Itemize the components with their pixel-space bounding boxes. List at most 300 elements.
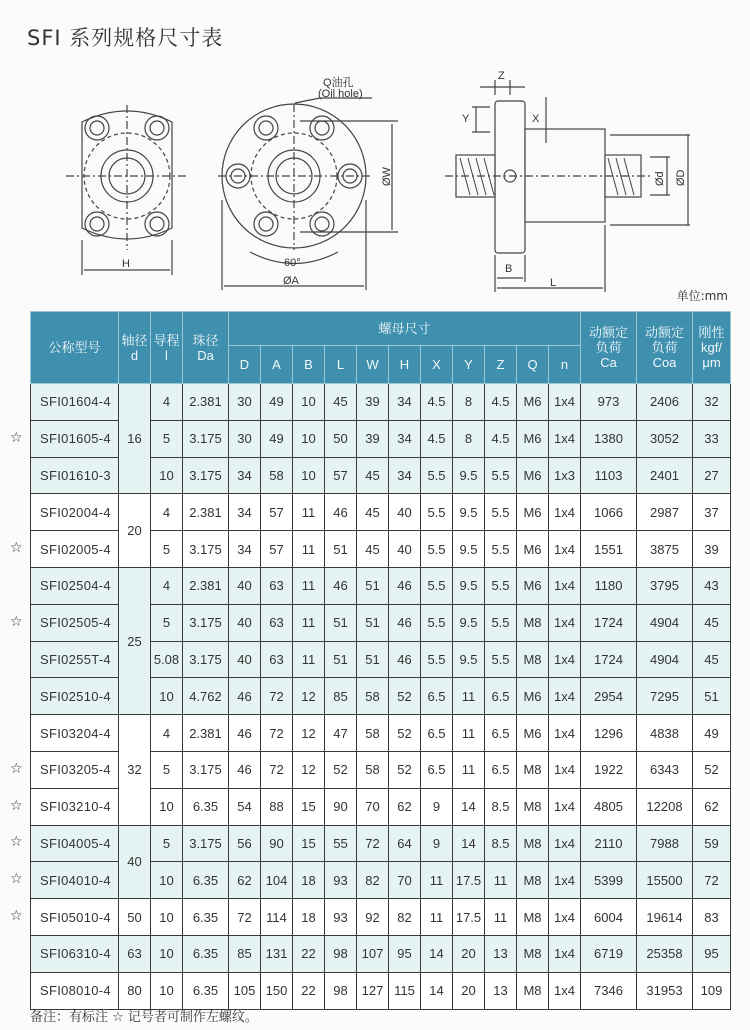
cell-d: 62 <box>229 862 261 899</box>
cell-a: 72 <box>261 751 293 788</box>
unit-label: 单位:mm <box>676 289 728 303</box>
cell-q: M6 <box>517 457 549 494</box>
cell-y: 9.5 <box>453 567 485 604</box>
cell-da: 4.762 <box>183 678 229 715</box>
cell-w: 51 <box>357 641 389 678</box>
cell-b: 11 <box>293 567 325 604</box>
cell-a: 63 <box>261 604 293 641</box>
cell-q: M8 <box>517 935 549 972</box>
cell-y: 11 <box>453 751 485 788</box>
svg-text:ØD: ØD <box>675 169 687 186</box>
cell-x: 11 <box>421 899 453 936</box>
col-shaft-dia: 轴径 d <box>119 312 151 384</box>
cell-z: 5.5 <box>485 567 517 604</box>
star-icon: ☆ <box>10 429 23 446</box>
cell-b: 11 <box>293 531 325 568</box>
cell-l: 5 <box>151 420 183 457</box>
col-w: W <box>357 346 389 384</box>
cell-y: 8 <box>453 384 485 421</box>
cell-ca: 1066 <box>581 494 637 531</box>
svg-text:X: X <box>532 113 540 125</box>
cell-coa: 2401 <box>637 457 693 494</box>
cell-l: 10 <box>151 862 183 899</box>
cell-k: 45 <box>693 641 731 678</box>
cell-a: 90 <box>261 825 293 862</box>
cell-ca: 6004 <box>581 899 637 936</box>
col-n: n <box>549 346 581 384</box>
cell-q: M6 <box>517 678 549 715</box>
cell-coa: 3052 <box>637 420 693 457</box>
cell-da: 2.381 <box>183 567 229 604</box>
cell-ca: 1296 <box>581 715 637 752</box>
cell-d: 34 <box>229 457 261 494</box>
cell-h: 46 <box>389 567 421 604</box>
cell-l: 51 <box>325 641 357 678</box>
cell-z: 6.5 <box>485 715 517 752</box>
cell-x: 6.5 <box>421 678 453 715</box>
model-cell: SFI04010-4 <box>31 862 119 899</box>
cell-b: 11 <box>293 641 325 678</box>
cell-h: 52 <box>389 678 421 715</box>
cell-coa: 7295 <box>637 678 693 715</box>
cell-d: 46 <box>229 678 261 715</box>
cell-l: 5.08 <box>151 641 183 678</box>
shaft-dia-cell: 25 <box>119 567 151 714</box>
cell-n: 1x4 <box>549 862 581 899</box>
cell-a: 104 <box>261 862 293 899</box>
cell-l: 4 <box>151 567 183 604</box>
table-row <box>31 825 731 862</box>
cell-n: 1x4 <box>549 494 581 531</box>
cell-z: 5.5 <box>485 457 517 494</box>
cell-l: 51 <box>325 531 357 568</box>
col-lead: 导程 l <box>151 312 183 384</box>
cell-n: 1x3 <box>549 457 581 494</box>
cell-x: 5.5 <box>421 641 453 678</box>
cell-q: M6 <box>517 420 549 457</box>
cell-q: M6 <box>517 715 549 752</box>
model-cell: SFI02505-4 <box>31 604 119 641</box>
cell-z: 8.5 <box>485 788 517 825</box>
cell-d: 34 <box>229 531 261 568</box>
svg-text:ØW: ØW <box>381 167 393 186</box>
cell-w: 92 <box>357 899 389 936</box>
cell-k: 52 <box>693 751 731 788</box>
cell-y: 9.5 <box>453 604 485 641</box>
col-d: D <box>229 346 261 384</box>
cell-a: 63 <box>261 567 293 604</box>
cell-coa: 25358 <box>637 935 693 972</box>
cell-k: 109 <box>693 972 731 1009</box>
model-cell: SFI02504-4 <box>31 567 119 604</box>
col-model: 公称型号 <box>31 312 119 384</box>
cell-b: 11 <box>293 494 325 531</box>
model-cell: SFI02004-4 <box>31 494 119 531</box>
cell-d: 40 <box>229 641 261 678</box>
cell-a: 63 <box>261 641 293 678</box>
cell-da: 3.175 <box>183 604 229 641</box>
shaft-dia-cell: 20 <box>119 494 151 568</box>
cell-d: 30 <box>229 384 261 421</box>
table-row <box>31 567 731 604</box>
cell-coa: 4904 <box>637 641 693 678</box>
cell-q: M8 <box>517 825 549 862</box>
model-cell: SFI02510-4 <box>31 678 119 715</box>
cell-h: 34 <box>389 457 421 494</box>
cell-ca: 5399 <box>581 862 637 899</box>
col-b: B <box>293 346 325 384</box>
cell-b: 12 <box>293 678 325 715</box>
cell-x: 5.5 <box>421 567 453 604</box>
svg-text:ØA: ØA <box>283 275 299 287</box>
cell-h: 95 <box>389 935 421 972</box>
oil-hole-label-en: (Oil hole) <box>318 88 363 100</box>
cell-z: 6.5 <box>485 751 517 788</box>
cell-n: 1x4 <box>549 899 581 936</box>
cell-z: 5.5 <box>485 531 517 568</box>
cell-a: 72 <box>261 678 293 715</box>
cell-k: 33 <box>693 420 731 457</box>
spec-table <box>30 311 731 1010</box>
col-q: Q <box>517 346 549 384</box>
shaft-dia-cell: 63 <box>119 935 151 972</box>
col-z: Z <box>485 346 517 384</box>
cell-z: 5.5 <box>485 494 517 531</box>
cell-q: M8 <box>517 751 549 788</box>
cell-k: 39 <box>693 531 731 568</box>
cell-k: 72 <box>693 862 731 899</box>
cell-n: 1x4 <box>549 715 581 752</box>
cell-n: 1x4 <box>549 751 581 788</box>
cell-ca: 1724 <box>581 604 637 641</box>
star-icon: ☆ <box>10 540 23 557</box>
cell-n: 1x4 <box>549 641 581 678</box>
cell-y: 14 <box>453 825 485 862</box>
cell-x: 4.5 <box>421 420 453 457</box>
cell-x: 14 <box>421 935 453 972</box>
cell-h: 34 <box>389 420 421 457</box>
star-icon: ☆ <box>10 908 23 925</box>
cell-q: M8 <box>517 788 549 825</box>
cell-ca: 1724 <box>581 641 637 678</box>
page-title: SFI 系列规格尺寸表 <box>27 26 224 50</box>
cell-l: 4 <box>151 384 183 421</box>
cell-l: 5 <box>151 751 183 788</box>
cell-w: 72 <box>357 825 389 862</box>
cell-a: 72 <box>261 715 293 752</box>
cell-b: 10 <box>293 384 325 421</box>
cell-coa: 2406 <box>637 384 693 421</box>
col-group-nut-dims: 螺母尺寸 <box>229 312 581 346</box>
cell-x: 5.5 <box>421 531 453 568</box>
cell-x: 5.5 <box>421 457 453 494</box>
model-cell: SFI01605-4 <box>31 420 119 457</box>
cell-l: 55 <box>325 825 357 862</box>
cell-z: 4.5 <box>485 384 517 421</box>
model-cell: SFI03205-4 <box>31 751 119 788</box>
cell-l: 90 <box>325 788 357 825</box>
cell-b: 12 <box>293 715 325 752</box>
table-row <box>31 935 731 972</box>
cell-h: 52 <box>389 751 421 788</box>
svg-text:Ød: Ød <box>654 171 666 186</box>
cell-da: 3.175 <box>183 751 229 788</box>
cell-n: 1x4 <box>549 531 581 568</box>
star-icon: ☆ <box>10 613 23 630</box>
svg-text:H: H <box>122 258 130 270</box>
cell-n: 1x4 <box>549 420 581 457</box>
cell-d: 85 <box>229 935 261 972</box>
col-x: X <box>421 346 453 384</box>
star-icon: ☆ <box>10 760 23 777</box>
nut-dimension-diagram <box>0 55 750 300</box>
cell-l: 85 <box>325 678 357 715</box>
svg-text:Y: Y <box>462 113 470 125</box>
cell-h: 70 <box>389 862 421 899</box>
cell-ca: 1380 <box>581 420 637 457</box>
cell-q: M8 <box>517 972 549 1009</box>
table-row <box>31 715 731 752</box>
cell-da: 6.35 <box>183 788 229 825</box>
cell-da: 2.381 <box>183 715 229 752</box>
cell-d: 54 <box>229 788 261 825</box>
cell-k: 45 <box>693 604 731 641</box>
table-row <box>31 494 731 531</box>
oil-hole-label: Q油孔 <box>323 77 354 89</box>
col-l: L <box>325 346 357 384</box>
footnote: 备注：有标注 ☆ 记号者可制作左螺纹。 <box>30 1010 258 1025</box>
cell-w: 51 <box>357 567 389 604</box>
cell-l: 51 <box>325 604 357 641</box>
shaft-dia-cell: 16 <box>119 384 151 494</box>
cell-z: 6.5 <box>485 678 517 715</box>
cell-h: 82 <box>389 899 421 936</box>
cell-d: 72 <box>229 899 261 936</box>
cell-y: 20 <box>453 972 485 1009</box>
shaft-dia-cell: 32 <box>119 715 151 825</box>
cell-q: M8 <box>517 862 549 899</box>
cell-b: 18 <box>293 899 325 936</box>
table-row <box>31 972 731 1009</box>
cell-k: 83 <box>693 899 731 936</box>
cell-n: 1x4 <box>549 604 581 641</box>
cell-l: 50 <box>325 420 357 457</box>
cell-n: 1x4 <box>549 384 581 421</box>
cell-d: 34 <box>229 494 261 531</box>
cell-x: 14 <box>421 972 453 1009</box>
cell-ca: 7346 <box>581 972 637 1009</box>
cell-coa: 12208 <box>637 788 693 825</box>
cell-b: 15 <box>293 825 325 862</box>
model-cell: SFI03210-4 <box>31 788 119 825</box>
cell-l: 5 <box>151 531 183 568</box>
cell-y: 9.5 <box>453 457 485 494</box>
cell-d: 40 <box>229 604 261 641</box>
cell-w: 39 <box>357 420 389 457</box>
cell-k: 32 <box>693 384 731 421</box>
shaft-dia-cell: 40 <box>119 825 151 899</box>
cell-z: 8.5 <box>485 825 517 862</box>
cell-b: 22 <box>293 972 325 1009</box>
cell-y: 9.5 <box>453 531 485 568</box>
cell-h: 115 <box>389 972 421 1009</box>
cell-a: 57 <box>261 494 293 531</box>
cell-da: 6.35 <box>183 862 229 899</box>
cell-da: 2.381 <box>183 384 229 421</box>
cell-l: 4 <box>151 494 183 531</box>
cell-x: 9 <box>421 825 453 862</box>
cell-w: 58 <box>357 678 389 715</box>
cell-h: 52 <box>389 715 421 752</box>
cell-coa: 31953 <box>637 972 693 1009</box>
model-cell: SFI06310-4 <box>31 935 119 972</box>
cell-ca: 1103 <box>581 457 637 494</box>
cell-da: 6.35 <box>183 935 229 972</box>
cell-b: 10 <box>293 420 325 457</box>
cell-d: 56 <box>229 825 261 862</box>
cell-k: 95 <box>693 935 731 972</box>
cell-b: 10 <box>293 457 325 494</box>
cell-k: 37 <box>693 494 731 531</box>
star-icon: ☆ <box>10 834 23 851</box>
cell-da: 3.175 <box>183 825 229 862</box>
cell-x: 11 <box>421 862 453 899</box>
cell-x: 4.5 <box>421 384 453 421</box>
model-cell: SFI02005-4 <box>31 531 119 568</box>
cell-k: 43 <box>693 567 731 604</box>
cell-z: 4.5 <box>485 420 517 457</box>
model-cell: SFI0255T-4 <box>31 641 119 678</box>
cell-da: 6.35 <box>183 972 229 1009</box>
cell-h: 64 <box>389 825 421 862</box>
cell-l: 10 <box>151 788 183 825</box>
model-cell: SFI04005-4 <box>31 825 119 862</box>
cell-y: 17.5 <box>453 862 485 899</box>
cell-y: 11 <box>453 715 485 752</box>
cell-h: 46 <box>389 641 421 678</box>
cell-q: M8 <box>517 604 549 641</box>
cell-a: 58 <box>261 457 293 494</box>
cell-x: 6.5 <box>421 751 453 788</box>
col-h: H <box>389 346 421 384</box>
cell-l: 52 <box>325 751 357 788</box>
cell-l: 98 <box>325 935 357 972</box>
star-icon: ☆ <box>10 797 23 814</box>
cell-a: 150 <box>261 972 293 1009</box>
cell-coa: 19614 <box>637 899 693 936</box>
cell-l: 5 <box>151 604 183 641</box>
cell-h: 62 <box>389 788 421 825</box>
model-cell: SFI01610-3 <box>31 457 119 494</box>
cell-da: 6.35 <box>183 899 229 936</box>
cell-w: 45 <box>357 457 389 494</box>
cell-a: 114 <box>261 899 293 936</box>
col-ball-dia: 珠径 Da <box>183 312 229 384</box>
col-coa: 动额定 负荷 Coa <box>637 312 693 384</box>
cell-d: 30 <box>229 420 261 457</box>
cell-y: 14 <box>453 788 485 825</box>
cell-w: 107 <box>357 935 389 972</box>
cell-y: 11 <box>453 678 485 715</box>
cell-l: 4 <box>151 715 183 752</box>
cell-ca: 2954 <box>581 678 637 715</box>
cell-q: M8 <box>517 899 549 936</box>
cell-k: 62 <box>693 788 731 825</box>
cell-y: 17.5 <box>453 899 485 936</box>
cell-n: 1x4 <box>549 825 581 862</box>
cell-da: 2.381 <box>183 494 229 531</box>
cell-l: 5 <box>151 825 183 862</box>
col-ca: 动额定 负荷 Ca <box>581 312 637 384</box>
cell-z: 5.5 <box>485 604 517 641</box>
cell-w: 70 <box>357 788 389 825</box>
model-cell: SFI03204-4 <box>31 715 119 752</box>
cell-x: 9 <box>421 788 453 825</box>
cell-z: 11 <box>485 899 517 936</box>
cell-z: 13 <box>485 972 517 1009</box>
cell-ca: 1551 <box>581 531 637 568</box>
cell-ca: 4805 <box>581 788 637 825</box>
cell-q: M8 <box>517 641 549 678</box>
cell-a: 131 <box>261 935 293 972</box>
cell-a: 57 <box>261 531 293 568</box>
cell-n: 1x4 <box>549 788 581 825</box>
cell-l: 46 <box>325 494 357 531</box>
cell-ca: 2110 <box>581 825 637 862</box>
cell-k: 51 <box>693 678 731 715</box>
cell-l: 10 <box>151 972 183 1009</box>
cell-w: 45 <box>357 494 389 531</box>
cell-l: 10 <box>151 935 183 972</box>
table-row <box>31 384 731 421</box>
cell-w: 82 <box>357 862 389 899</box>
svg-text:60°: 60° <box>284 257 301 269</box>
cell-ca: 6719 <box>581 935 637 972</box>
cell-l: 10 <box>151 678 183 715</box>
cell-d: 46 <box>229 751 261 788</box>
cell-l: 57 <box>325 457 357 494</box>
cell-n: 1x4 <box>549 678 581 715</box>
cell-da: 3.175 <box>183 457 229 494</box>
model-cell: SFI08010-4 <box>31 972 119 1009</box>
cell-coa: 3875 <box>637 531 693 568</box>
cell-h: 40 <box>389 494 421 531</box>
cell-n: 1x4 <box>549 567 581 604</box>
cell-h: 34 <box>389 384 421 421</box>
cell-l: 10 <box>151 457 183 494</box>
cell-n: 1x4 <box>549 972 581 1009</box>
cell-z: 5.5 <box>485 641 517 678</box>
cell-x: 6.5 <box>421 715 453 752</box>
model-cell: SFI05010-4 <box>31 899 119 936</box>
svg-text:Z: Z <box>498 70 505 82</box>
cell-x: 5.5 <box>421 604 453 641</box>
col-y: Y <box>453 346 485 384</box>
cell-l: 98 <box>325 972 357 1009</box>
cell-d: 40 <box>229 567 261 604</box>
cell-a: 88 <box>261 788 293 825</box>
cell-b: 11 <box>293 604 325 641</box>
cell-l: 47 <box>325 715 357 752</box>
shaft-dia-cell: 80 <box>119 972 151 1009</box>
cell-w: 58 <box>357 751 389 788</box>
cell-y: 20 <box>453 935 485 972</box>
cell-q: M6 <box>517 494 549 531</box>
cell-a: 49 <box>261 420 293 457</box>
cell-q: M6 <box>517 567 549 604</box>
cell-l: 93 <box>325 899 357 936</box>
cell-b: 18 <box>293 862 325 899</box>
